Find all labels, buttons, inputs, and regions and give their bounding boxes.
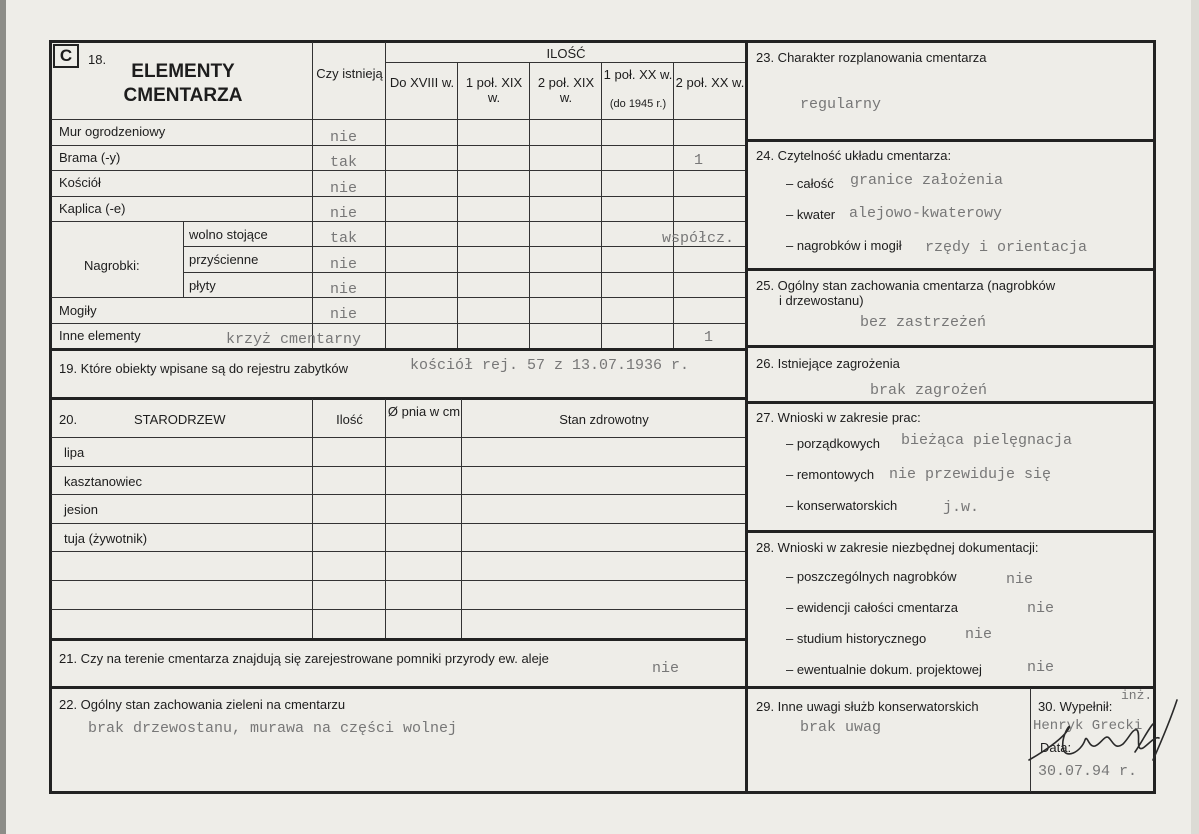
period-header: 1 poł. XIX w. xyxy=(465,75,523,105)
grid-line xyxy=(183,272,745,273)
nagrobki-type: wolno stojące xyxy=(189,227,268,242)
grid-line xyxy=(385,62,745,63)
q28-item-answer: nie xyxy=(1027,600,1055,617)
q27-item-answer: j.w. xyxy=(943,499,980,516)
grid-line xyxy=(51,119,745,120)
grid-line xyxy=(183,246,745,247)
element-count: 1 xyxy=(694,152,704,169)
q24-item-answer: granice założenia xyxy=(850,172,1004,189)
q30-title: inż. xyxy=(1121,688,1153,703)
grid-line xyxy=(183,221,184,297)
nagrobki-label: Nagrobki: xyxy=(84,258,140,273)
section-title-line1: ELEMENTY xyxy=(131,61,235,82)
element-exists: tak xyxy=(330,154,358,171)
q30-date: 30.07.94 r. xyxy=(1038,763,1138,780)
q20-col-stan: Stan zdrowotny xyxy=(559,412,649,427)
q25-label-line2: i drzewostanu) xyxy=(779,293,864,308)
q19-answer: kościół rej. 57 z 13.07.1936 r. xyxy=(410,357,690,374)
exists-header: Czy istnieją xyxy=(316,66,383,81)
q27-item-label: – konserwatorskich xyxy=(786,498,898,513)
q29-label: 29. Inne uwagi służb konserwatorskich xyxy=(756,699,979,714)
element-label: Kaplica (-e) xyxy=(59,201,126,216)
grid-line xyxy=(51,297,745,298)
grid-line xyxy=(51,580,745,581)
period-header: Do XVIII w. xyxy=(389,75,455,90)
grid-line xyxy=(747,268,1154,271)
grid-line xyxy=(51,523,745,524)
q20-col-ilosc: Ilość xyxy=(336,412,363,427)
q27-item-label: – porządkowych xyxy=(786,436,880,451)
nagrobki-exists: nie xyxy=(330,281,358,298)
section-title-line2: CMENTARZA xyxy=(123,85,243,106)
q28-item-label: – ewidencji całości cmentarza xyxy=(786,600,958,615)
q28-item-label: – poszczególnych nagrobków xyxy=(786,569,957,584)
q20-title: STARODRZEW xyxy=(134,412,226,427)
nagrobki-exists: nie xyxy=(330,256,358,273)
q27-label: 27. Wnioski w zakresie prac: xyxy=(756,410,921,425)
q24-label: 24. Czytelność układu cmentarza: xyxy=(756,148,952,163)
q30-label: 30. Wypełnił: xyxy=(1038,699,1113,714)
q27-item-label: – remontowych xyxy=(786,467,875,482)
column-divider xyxy=(745,40,748,794)
scan-edge-left xyxy=(0,0,6,834)
q20-col-pnia: Ø pnia w cm xyxy=(387,404,461,419)
q29-answer: brak uwag xyxy=(800,719,882,736)
grid-line xyxy=(51,170,745,171)
section-number: 18. xyxy=(88,52,107,67)
q27-item-answer: nie przewiduje się xyxy=(889,466,1052,483)
ilosc-header: ILOŚĆ xyxy=(546,46,586,61)
element-exists: nie xyxy=(330,180,358,197)
grid-line xyxy=(51,638,745,641)
q28-item-label: – studium historycznego xyxy=(786,631,927,646)
q22-answer: brak drzewostanu, murawa na części wolnej xyxy=(88,720,458,737)
q24-item-label: – całość xyxy=(786,176,834,191)
grid-line xyxy=(51,466,745,467)
q28-item-answer: nie xyxy=(1006,571,1034,588)
q26-label: 26. Istniejące zagrożenia xyxy=(756,356,900,371)
nagrobki-type: płyty xyxy=(189,278,216,293)
grid-line xyxy=(747,139,1154,142)
inne-count: 1 xyxy=(704,329,714,346)
grid-line xyxy=(385,399,386,639)
grid-line xyxy=(51,397,745,400)
tree-name: tuja (żywotnik) xyxy=(64,531,148,546)
period-header: 1 poł. XX w. xyxy=(603,67,673,82)
inne-value: krzyż cmentarny xyxy=(226,331,362,348)
q25-label-line1: 25. Ogólny stan zachowania cmentarza (nagrobków xyxy=(756,278,1056,293)
q26-answer: brak zagrożeń xyxy=(870,382,988,399)
element-label: Kościół xyxy=(59,175,101,190)
q24-item-label: – nagrobków i mogił xyxy=(786,238,902,253)
grid-line xyxy=(747,401,1154,404)
q22-label: 22. Ogólny stan zachowania zieleni na cmentarzu xyxy=(59,697,346,712)
nagrobki-type: przyścienne xyxy=(189,252,259,267)
mogily-label: Mogiły xyxy=(59,303,97,318)
section-letter-box: C xyxy=(53,44,79,68)
grid-line xyxy=(747,345,1154,348)
grid-line xyxy=(51,494,745,495)
grid-line xyxy=(51,551,745,552)
q20-num: 20. xyxy=(59,412,78,427)
nagrobki-exists: tak xyxy=(330,230,358,247)
grid-line xyxy=(51,609,745,610)
period-header: 2 poł. XIX w. xyxy=(537,75,595,105)
grid-line xyxy=(51,196,745,197)
q21-answer: nie xyxy=(652,660,680,677)
element-exists: nie xyxy=(330,129,358,146)
grid-line xyxy=(51,221,745,222)
mogily-exists: nie xyxy=(330,306,358,323)
q28-label: 28. Wnioski w zakresie niezbędnej dokumentacji: xyxy=(756,540,1039,555)
signature xyxy=(1025,690,1190,775)
period-header: 2 poł. XX w. xyxy=(675,75,745,90)
scan-edge-right xyxy=(1191,0,1199,834)
q28-item-answer: nie xyxy=(965,626,993,643)
tree-name: kasztanowiec xyxy=(64,474,143,489)
grid-line xyxy=(461,399,462,639)
grid-line xyxy=(529,62,530,349)
q24-item-label: – kwater xyxy=(786,207,836,222)
element-label: Mur ogrodzeniowy xyxy=(59,124,166,139)
q19-label: 19. Które obiekty wpisane są do rejestru zabytków xyxy=(59,361,349,376)
grid-line xyxy=(747,530,1154,533)
q23-answer: regularny xyxy=(800,96,882,113)
q21-label: 21. Czy na terenie cmentarza znajdują się zarejestrowane pomniki przyrody ew. aleje xyxy=(59,651,549,666)
q25-answer: bez zastrzeżeń xyxy=(860,314,987,331)
grid-line xyxy=(457,62,458,349)
tree-name: jesion xyxy=(64,502,98,517)
element-exists: nie xyxy=(330,205,358,222)
q23-label: 23. Charakter rozplanowania cmentarza xyxy=(756,50,987,65)
q30-date-label: Data: xyxy=(1040,740,1072,755)
q28-item-label: – ewentualnie dokum. projektowej xyxy=(786,662,982,677)
q27-item-answer: bieżąca pielęgnacja xyxy=(901,432,1073,449)
q24-item-answer: rzędy i orientacja xyxy=(925,239,1088,256)
grid-line xyxy=(747,686,1154,689)
period-note: (do 1945 r.) xyxy=(609,98,667,110)
grid-line xyxy=(51,145,745,146)
grid-line xyxy=(312,399,313,639)
grid-line xyxy=(51,323,745,324)
q24-item-answer: alejowo-kwaterowy xyxy=(849,205,1003,222)
grid-line xyxy=(51,686,745,689)
inne-label: Inne elementy xyxy=(59,328,141,343)
q28-item-answer: nie xyxy=(1027,659,1055,676)
grid-line xyxy=(51,437,745,438)
q30-name: Henryk Grecki xyxy=(1033,718,1143,734)
element-label: Brama (-y) xyxy=(59,150,121,165)
tree-name: lipa xyxy=(64,445,85,460)
grid-line xyxy=(51,348,745,351)
nagrobki-note: współcz. xyxy=(662,230,735,247)
